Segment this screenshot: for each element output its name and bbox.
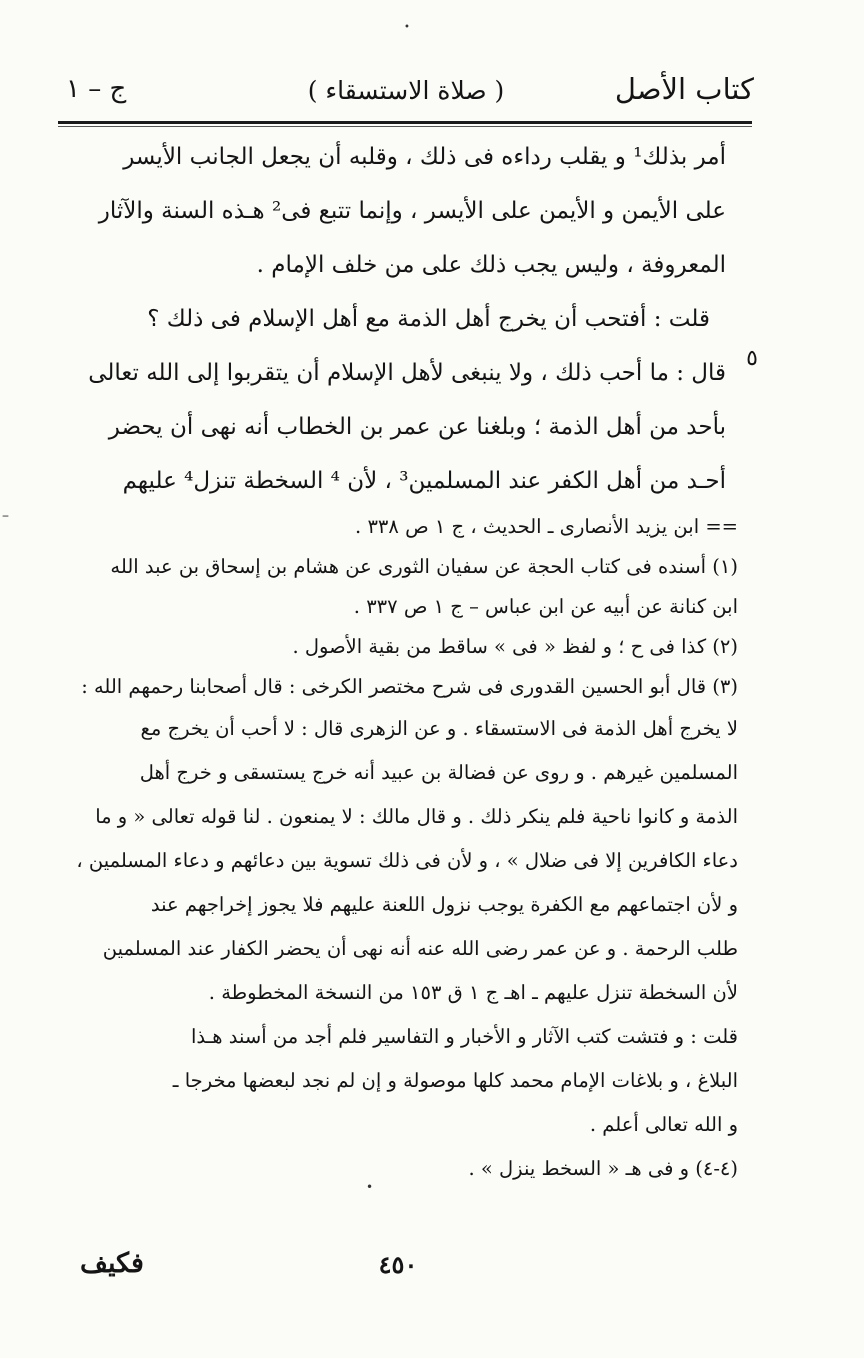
edge-mark: – — [2, 508, 9, 524]
footnote-line: المسلمين غيرهم . و روى عن فضالة بن عبيد أنه خرج يستسقى و خرج أهل — [139, 761, 738, 784]
main-line: قال : ما أحب ذلك ، ولا ينبغى لأهل الإسلام أن يتقربوا إلى الله تعالى — [88, 360, 726, 386]
main-text — [66, 130, 758, 508]
footnote-line: طلب الرحمة . و عن عمر رضى الله عنه أنه نهى أن يحضر الكفار عند المسلمين — [102, 937, 738, 960]
main-line: المعروفة ، وليس يجب ذلك على من خلف الإمام . — [256, 252, 726, 278]
paragraph-five — [66, 346, 758, 400]
footnote-line: لأن السخطة تنزل عليهم ـ اهـ ج ١ ق ١٥٣ من النسخة المخطوطة . — [208, 981, 738, 1004]
catchword: فكيف — [80, 1248, 144, 1279]
footnote-line: البلاغ ، و بلاغات الإمام محمد كلها موصولة و إن لم نجد لبعضها مخرجا ـ — [172, 1069, 738, 1092]
footnote-line: الذمة و كانوا ناحية فلم ينكر ذلك . و قال مالك : لا يمنعون . لنا قوله تعالى « و ما — [95, 805, 738, 828]
volume-number: ج – ١ — [66, 74, 127, 104]
footnotes — [60, 507, 738, 1191]
footnote-line: و لأن اجتماعهم مع الكفرة يوجب نزول اللعنة عليهم فلا يجوز إخراجهم عند — [150, 893, 738, 916]
footnote-line: لا يخرج أهل الذمة فى الاستسقاء . و عن الزهرى قال : لا أحب أن يخرج مع — [140, 717, 738, 740]
footnote-line: ابن كنانة عن أبيه عن ابن عباس – ج ١ ص ٣٣٧ . — [353, 595, 738, 618]
footnote-line: == ابن يزيد الأنصارى ـ الحديث ، ج ١ ص ٣٣٨ . — [355, 515, 738, 538]
main-line: أحـد من أهل الكفر عند المسلمين³ ، لأن ⁴ السخطة تنزل⁴ عليهم — [122, 468, 726, 494]
chapter-title: ( صلاة الاستسقاء ) — [307, 76, 505, 105]
running-header — [58, 68, 754, 118]
header-rule-thin — [58, 126, 752, 127]
footnote-line: (١) أسنده فى كتاب الحجة عن سفيان الثورى عن هشام بن إسحاق بن عبد الله — [110, 555, 738, 578]
book-title: كتاب الأصل — [614, 72, 754, 106]
footnote-line: (٤-٤) و فى هـ « السخط ينزل » . — [468, 1157, 738, 1180]
page-footer — [58, 1250, 738, 1290]
main-line: بأحد من أهل الذمة ؛ وبلغنا عن عمر بن الخطاب أنه نهى أن يحضر — [108, 414, 726, 440]
header-rule — [58, 121, 752, 124]
footnote-line: قلت : و فتشت كتب الآثار و الأخبار و التفاسير فلم أجد من أسند هـذا — [190, 1025, 738, 1048]
page-number: ٤٥٠ — [378, 1250, 418, 1279]
line-number: ٥ — [746, 346, 758, 371]
main-line: قلت : أفتحب أن يخرج أهل الذمة مع أهل الإسلام فى ذلك ؟ — [147, 306, 710, 332]
main-line: أمر بذلك¹ و يقلب رداءه فى ذلك ، وقلبه أن يجعل الجانب الأيسر — [123, 144, 726, 170]
speck-mark: • — [366, 1180, 374, 1194]
main-line: على الأيمن و الأيمن على الأيسر ، وإنما تتبع فى² هـذه السنة والآثار — [98, 198, 726, 224]
footnote-line: (٢) كذا فى ح ؛ و لفظ « فى » ساقط من بقية الأصول . — [292, 635, 738, 658]
footnote-line: و الله تعالى أعلم . — [589, 1113, 738, 1136]
footnote-line: دعاء الكافرين إلا فى ضلال » ، و لأن فى ذلك تسوية بين دعائهم و دعاء المسلمين ، — [76, 849, 738, 872]
speck-mark: • — [404, 22, 410, 33]
footnote-line: (٣) قال أبو الحسين القدورى فى شرح مختصر الكرخى : قال أصحابنا رحمهم الله : — [81, 675, 738, 698]
